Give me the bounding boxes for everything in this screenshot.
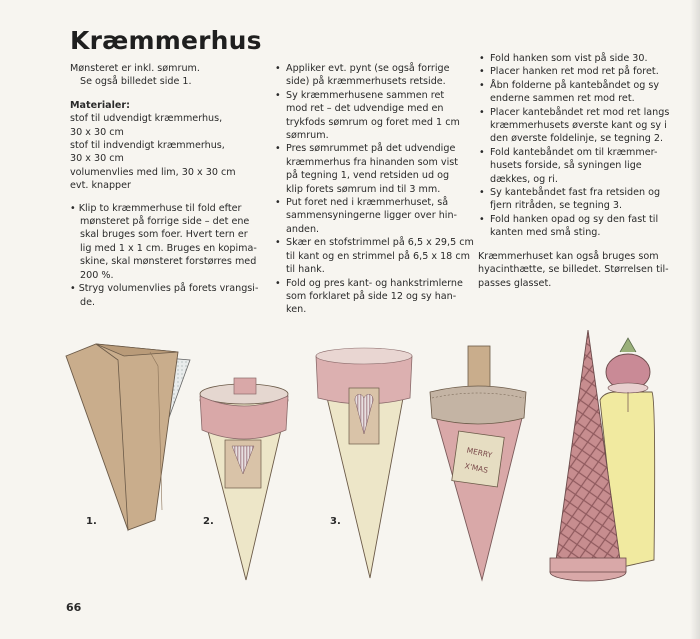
text-line: side) på kræmmerhusets retside. <box>286 76 446 88</box>
text-line: • Pres sømrummet på det udvendige <box>286 143 456 155</box>
instruction-step <box>70 202 260 282</box>
text-line: kræmmerhusets øverste kant og sy i <box>490 120 667 132</box>
text-line: 200 %. <box>80 269 114 281</box>
text-line: • Fold og pres kant- og hankstrimlerne <box>286 277 463 289</box>
figure-label-2: 2. <box>203 516 214 527</box>
materials-item: 30 x 30 cm <box>70 153 124 165</box>
figure-label-3: 3. <box>330 516 341 527</box>
text-line: • Fold hanken som vist på side 30. <box>490 53 648 64</box>
text-line: hyacinthætte, se billedet. Størrelsen til- <box>478 264 669 276</box>
text-line: som forklaret på side 12 og sy han- <box>286 290 457 302</box>
instruction-list <box>274 62 474 317</box>
column-2 <box>274 62 474 317</box>
closing-paragraph <box>478 250 678 290</box>
instruction-step <box>274 196 474 236</box>
text-line: • Klip to kræmmerhuse til fold efter <box>70 202 242 214</box>
materials-heading: Materialer: <box>70 99 130 111</box>
instruction-step <box>478 186 678 213</box>
text-line: på tegning 1, vend retsiden ud og <box>286 170 450 182</box>
text-line: kræmmerhus fra hinanden som vist <box>286 156 459 168</box>
text-line: anden. <box>286 223 320 235</box>
illustrations <box>0 330 700 600</box>
text-line: • Placer hanken ret mod ret på foret. <box>490 66 659 78</box>
instruction-step <box>70 282 260 309</box>
instruction-list <box>478 52 678 240</box>
text-line: • Put foret ned i kræmmerhuset, så <box>286 197 449 209</box>
instruction-step <box>274 236 474 276</box>
cone-figure-5 <box>550 330 655 581</box>
text-line: enderne sammen ret mod ret. <box>490 93 635 105</box>
text-line: til kant og en strimmel på 6,5 x 18 cm <box>286 250 470 262</box>
text-line: mønsteret på forrige side – det ene <box>80 216 250 228</box>
instruction-step <box>478 79 678 106</box>
text-line: trykfods sømrum og foret med 1 cm <box>286 116 460 128</box>
text-line: • Stryg volumenvlies på forets vrangsi- <box>70 283 259 295</box>
cone-figure-3 <box>316 348 412 578</box>
instruction-step <box>478 213 678 240</box>
instruction-step <box>478 65 678 78</box>
text-line: mod ret – det udvendige med en <box>286 103 444 115</box>
page-number: 66 <box>66 601 82 614</box>
text-line: passes glasset. <box>478 277 552 289</box>
text-line: den øverste foldelinje, se tegning 2. <box>490 133 664 145</box>
cone-figure-2 <box>200 378 288 580</box>
text-line: • Placer kantebåndet ret mod ret langs <box>490 106 670 118</box>
materials-item: volumenvlies med lim, 30 x 30 cm <box>70 166 236 178</box>
text-line: • Appliker evt. pynt (se også forrige <box>286 63 450 74</box>
instruction-step <box>274 142 474 196</box>
text-line: • Skær en stofstrimmel på 6,5 x 29,5 cm <box>286 237 474 249</box>
tag-text-2: X'MAS <box>463 461 489 475</box>
instruction-step <box>478 146 678 186</box>
text-line: husets forside, så syningen lige <box>490 160 642 172</box>
instruction-step <box>274 277 474 317</box>
intro-line-1: Mønsteret er inkl. sømrum. <box>70 63 200 74</box>
text-line: • Fold kantebåndet om til kræmmer- <box>490 146 658 158</box>
text-line: skal bruges som foer. Hvert tern er <box>80 229 248 241</box>
text-line: • Fold hanken opad og sy den fast til <box>490 213 659 225</box>
text-line: sammensyningerne ligger over hin- <box>286 210 457 222</box>
instruction-step <box>478 52 678 65</box>
instruction-step <box>274 89 474 143</box>
text-line: skine, skal mønsteret forstørres med <box>80 256 257 268</box>
page-title: Kræmmerhus <box>70 26 262 55</box>
text-line: lig med 1 x 1 cm. Bruges en kopima- <box>80 242 257 254</box>
text-line: kanten med små sting. <box>490 227 601 239</box>
intro-line-2: Se også billedet side 1. <box>80 76 192 88</box>
materials-item: evt. knapper <box>70 180 131 192</box>
text-line: de. <box>80 296 96 308</box>
instruction-step <box>274 62 474 89</box>
materials-item: stof til udvendigt kræmmerhus, <box>70 113 223 125</box>
figure-label-1: 1. <box>86 516 97 527</box>
text-line: • Sy kræmmerhusene sammen ret <box>286 89 445 101</box>
cone-figure-4 <box>430 346 526 580</box>
text-line: ken. <box>286 304 307 316</box>
cone-figure-1 <box>66 344 190 530</box>
column-3 <box>478 52 678 290</box>
text-line: klip forets sømrum ind til 3 mm. <box>286 183 441 195</box>
tag-text-1: MERRY <box>465 445 493 460</box>
text-line: sømrum. <box>286 130 329 142</box>
column-1 <box>70 62 260 309</box>
materials-item: stof til indvendigt kræmmerhus, <box>70 140 225 152</box>
text-line: • Sy kantebåndet fast fra retsiden og <box>490 187 661 199</box>
text-line: dækkes, og ri. <box>490 173 558 185</box>
text-line: fjern ritråden, se tegning 3. <box>490 200 623 212</box>
text-line: • Åbn folderne på kantebåndet og sy <box>490 79 660 91</box>
text-line: Kræmmerhuset kan også bruges som <box>478 250 659 262</box>
materials-item: 30 x 30 cm <box>70 126 124 138</box>
text-line: til hank. <box>286 264 325 276</box>
instruction-step <box>478 106 678 146</box>
